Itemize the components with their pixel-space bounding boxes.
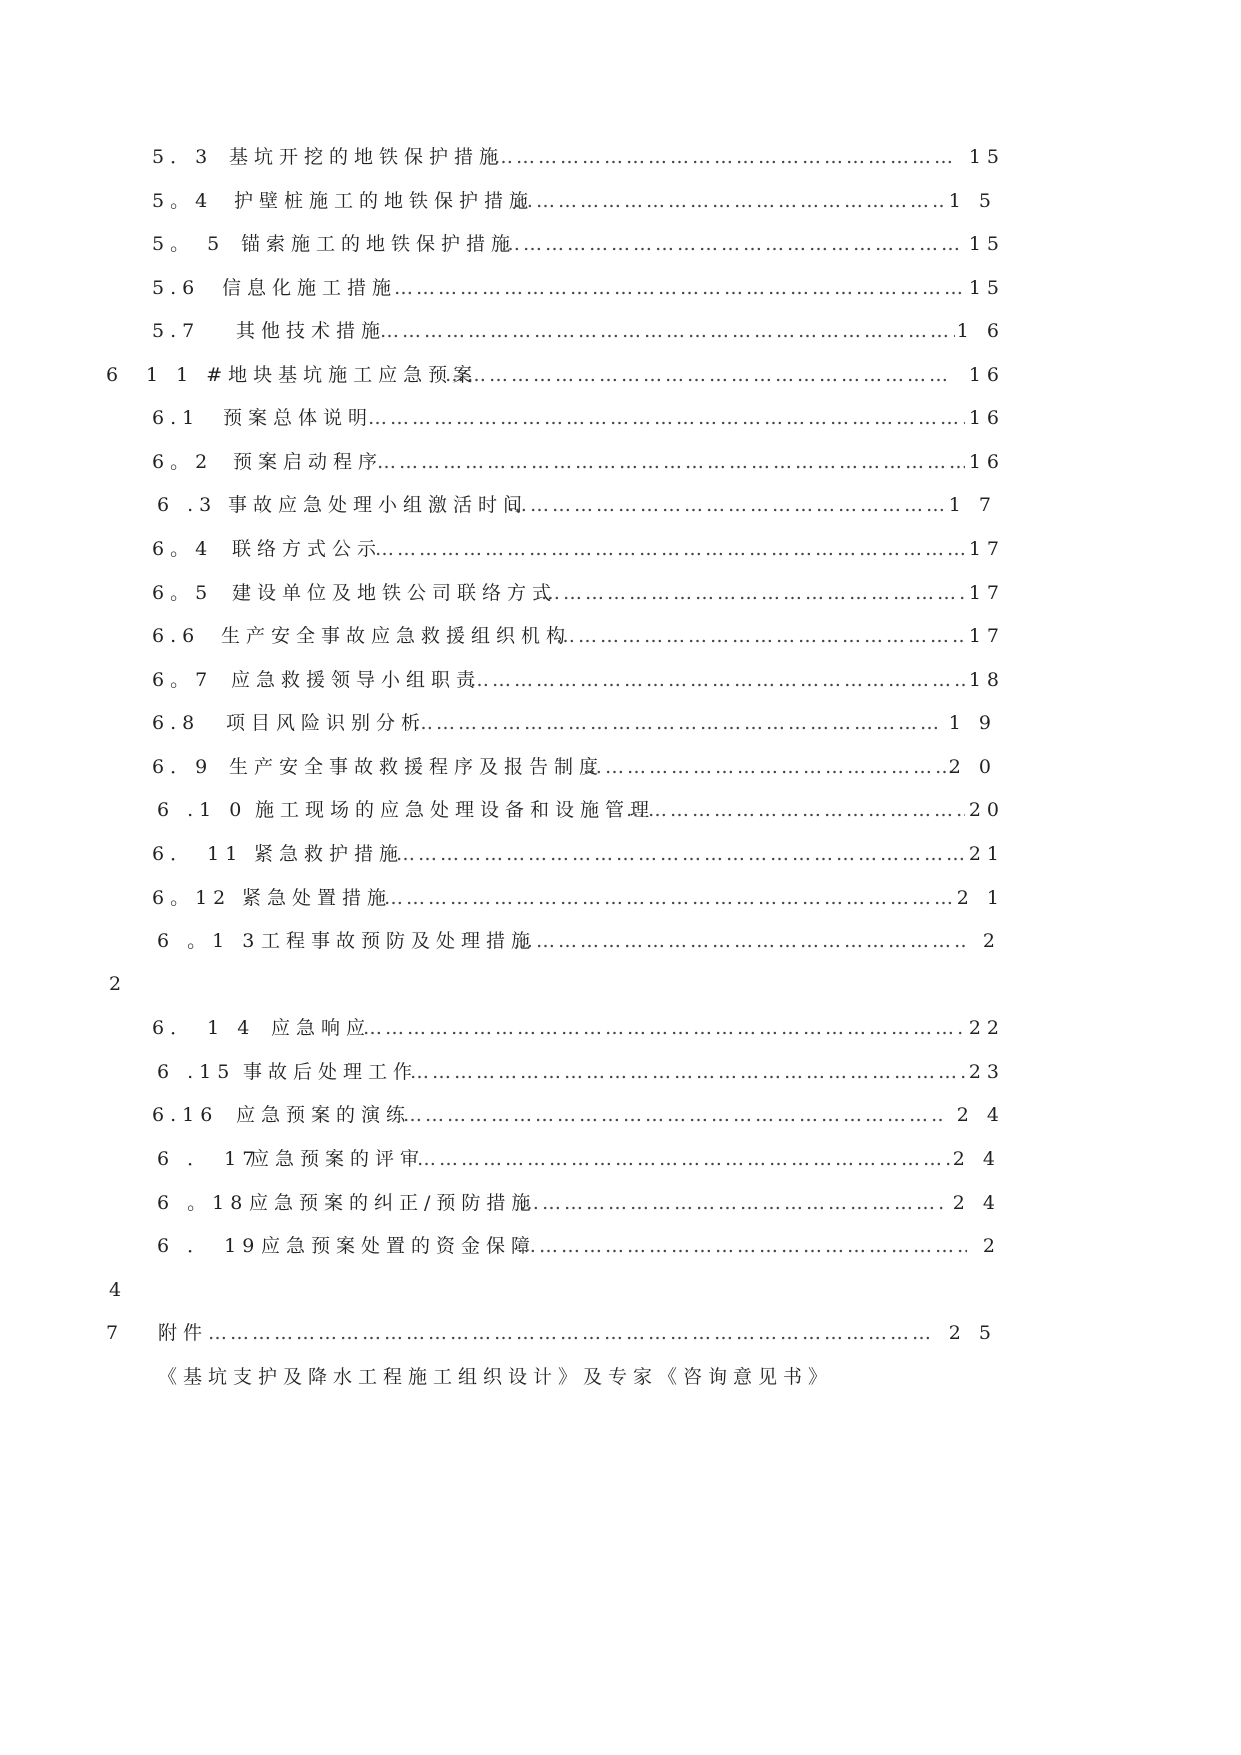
toc-entry	[0, 878, 1241, 918]
toc-entry	[0, 1008, 1241, 1048]
toc-entry-number: 5．3	[152, 146, 214, 168]
dot-leader	[377, 442, 965, 482]
toc-entry-number: 6 .3	[157, 494, 218, 516]
toc-entry-title: 事故后处理工作	[243, 1061, 419, 1083]
toc-entry	[0, 1139, 1241, 1179]
toc-entry	[0, 485, 1241, 525]
toc-entry	[0, 1226, 1241, 1266]
toc-entry-page: 17	[968, 582, 1005, 604]
appendix-note-line	[0, 1357, 1241, 1397]
toc-entry-title: 应急救援领导小组职责	[231, 669, 482, 691]
toc-entry	[0, 1183, 1241, 1223]
toc-entry-number: 5。4	[152, 190, 214, 212]
toc-entry	[0, 790, 1241, 830]
toc-entry-page: 1 6	[956, 320, 1005, 342]
toc-entry-page: 18	[968, 669, 1005, 691]
toc-entry-page: 2 4	[952, 1192, 1001, 1214]
toc-entry-number: 6.6	[152, 625, 201, 647]
toc-entry-page: 2	[982, 930, 1001, 952]
toc-entry-page: 2 0	[948, 756, 997, 778]
toc-entry-title: 应急预案的评审	[250, 1148, 426, 1170]
toc-entry-page: 23	[968, 1061, 1005, 1083]
toc-entry-page: 17	[968, 538, 1005, 560]
toc-entry	[0, 1052, 1241, 1092]
toc-entry-number: 6 .15	[157, 1061, 236, 1083]
toc-entry-page: 16	[968, 364, 1005, 386]
toc-entry-wrap	[0, 964, 1241, 1004]
toc-entry-number: 6.16	[152, 1104, 219, 1126]
toc-entry-number: 6.1	[152, 407, 201, 429]
toc-entry-title: 预案启动程序	[233, 451, 384, 473]
toc-entry	[0, 747, 1241, 787]
toc-entry-number: 6 ． 17	[157, 1148, 261, 1170]
dot-leader	[417, 1139, 953, 1179]
toc-entry-title: 信息化施工措施	[222, 277, 398, 299]
toc-entry-page-continued: 4	[109, 1279, 128, 1301]
toc-entry-title: 紧急救护措施	[254, 843, 405, 865]
toc-entry-page: 2 1	[956, 887, 1005, 909]
dot-leader	[394, 268, 965, 308]
dot-leader	[508, 485, 946, 525]
dot-leader	[556, 616, 965, 656]
dot-leader	[375, 529, 965, 569]
dot-leader	[384, 878, 955, 918]
toc-entry	[0, 355, 1241, 395]
toc-entry-page: 20	[968, 799, 1005, 821]
toc-entry-page: 1 9	[948, 712, 997, 734]
dot-leader	[410, 1052, 965, 1092]
toc-entry-number: 6 。1 3	[157, 930, 261, 952]
toc-entry-page: 2	[982, 1235, 1001, 1257]
toc-entry-number: 6 .1 0	[157, 799, 248, 821]
toc-entry-page: 22	[968, 1017, 1005, 1039]
toc-entry-title: 生产安全事故救援程序及报告制度	[229, 756, 605, 778]
dot-leader	[208, 1313, 936, 1353]
toc-entry-title: 紧急处置措施	[242, 887, 393, 909]
toc-entry-page: 2 5	[948, 1322, 997, 1344]
toc-entry-title: 1 1 #地块基坑施工应急预案	[146, 364, 479, 386]
toc-entry	[0, 1313, 1241, 1353]
toc-entry	[0, 834, 1241, 874]
toc-entry	[0, 137, 1241, 177]
toc-entry-title: 应急预案的纠正/预防措施	[249, 1192, 537, 1214]
toc-entry	[0, 442, 1241, 482]
toc-entry-title: 应急预案的演练	[236, 1104, 412, 1126]
toc-entry-page: 1 7	[948, 494, 997, 516]
toc-entry-title: 事故应急处理小组激活时间	[228, 494, 529, 516]
toc-entry-title: 应急预案处置的资金保障	[261, 1235, 537, 1257]
toc-entry	[0, 311, 1241, 351]
toc-entry-page-continued: 2	[109, 973, 128, 995]
toc-entry	[0, 921, 1241, 961]
dot-leader	[363, 1008, 965, 1048]
toc-entry-number: 5.7	[152, 320, 201, 342]
dot-leader	[414, 703, 942, 743]
toc-entry-page: 15	[968, 233, 1005, 255]
toc-entry-title: 护壁桩施工的地铁保护措施	[234, 190, 535, 212]
toc-entry-number: 5。 5	[152, 233, 226, 255]
dot-leader	[520, 1183, 944, 1223]
toc-entry-number: 6． 11	[152, 843, 244, 865]
toc-entry-number: 6。7	[152, 669, 214, 691]
toc-entry-number: 6。5	[152, 582, 214, 604]
toc-entry-title: 建设单位及地铁公司联络方式	[232, 582, 558, 604]
toc-entry-title: 联络方式公示	[232, 538, 383, 560]
toc-entry-title: 应急响应	[271, 1017, 372, 1039]
toc-entry-page: 2 4	[952, 1148, 1001, 1170]
toc-entry	[0, 398, 1241, 438]
dot-leader	[445, 355, 951, 395]
toc-entry-number: 5.6	[152, 277, 201, 299]
toc-entry	[0, 224, 1241, 264]
toc-entry-number: 6 ． 19	[157, 1235, 261, 1257]
dot-leader	[380, 311, 955, 351]
toc-entry-number: 6。12	[152, 887, 232, 909]
toc-entry-wrap	[0, 1270, 1241, 1310]
toc-entry-title: 其他技术措施	[236, 320, 387, 342]
toc-entry-title: 项目风险识别分析	[226, 712, 427, 734]
dot-leader	[396, 834, 965, 874]
toc-entry-number: 6.8	[152, 712, 201, 734]
toc-entry-page: 16	[968, 451, 1005, 473]
toc-entry	[0, 616, 1241, 656]
appendix-note: 《基坑支护及降水工程施工组织设计》及专家《咨询意见书》	[158, 1366, 834, 1388]
toc-entry-number: 6。4	[152, 538, 214, 560]
toc-entry-title: 施工现场的应急处理设备和设施管理	[255, 799, 656, 821]
toc-entry	[0, 529, 1241, 569]
dot-leader	[583, 747, 952, 787]
toc-entry-number: 6。2	[152, 451, 214, 473]
toc-entry-page: 2 4	[956, 1104, 1005, 1126]
toc-entry-page: 16	[968, 407, 1005, 429]
toc-entry-number: 6	[106, 364, 125, 386]
dot-leader	[403, 1095, 943, 1135]
toc-entry	[0, 660, 1241, 700]
dot-leader	[494, 137, 956, 177]
toc-entry	[0, 703, 1241, 743]
dot-leader	[470, 660, 965, 700]
toc-entry-number: 6 。18	[157, 1192, 249, 1214]
toc-entry-page: 15	[968, 277, 1005, 299]
toc-entry-page: 15	[968, 146, 1005, 168]
toc-entry-title: 预案总体说明	[223, 407, 374, 429]
toc-entry	[0, 181, 1241, 221]
toc-entry-title: 附件	[158, 1322, 209, 1344]
dot-leader	[514, 181, 944, 221]
dot-leader	[541, 573, 965, 613]
dot-leader	[501, 224, 965, 264]
dot-leader	[514, 921, 966, 961]
toc-entry-title: 生产安全事故应急救援组织机构	[221, 625, 572, 647]
toc-entry-page: 21	[968, 843, 1005, 865]
toc-entry-number: 7	[106, 1322, 125, 1344]
toc-entry-number: 6．9	[152, 756, 214, 778]
toc-entry	[0, 268, 1241, 308]
toc-entry-title: 锚索施工的地铁保护措施	[241, 233, 517, 255]
dot-leader	[368, 398, 965, 438]
toc-entry-page: 17	[968, 625, 1005, 647]
dot-leader	[626, 790, 965, 830]
toc-entry-title: 工程事故预防及处理措施	[261, 930, 537, 952]
toc-entry-title: 基坑开挖的地铁保护措施	[229, 146, 505, 168]
toc-entry-number: 6． 1 4	[152, 1017, 256, 1039]
toc-entry	[0, 1095, 1241, 1135]
toc-entry-page: 1 5	[948, 190, 997, 212]
dot-leader	[517, 1226, 967, 1266]
toc-entry	[0, 573, 1241, 613]
